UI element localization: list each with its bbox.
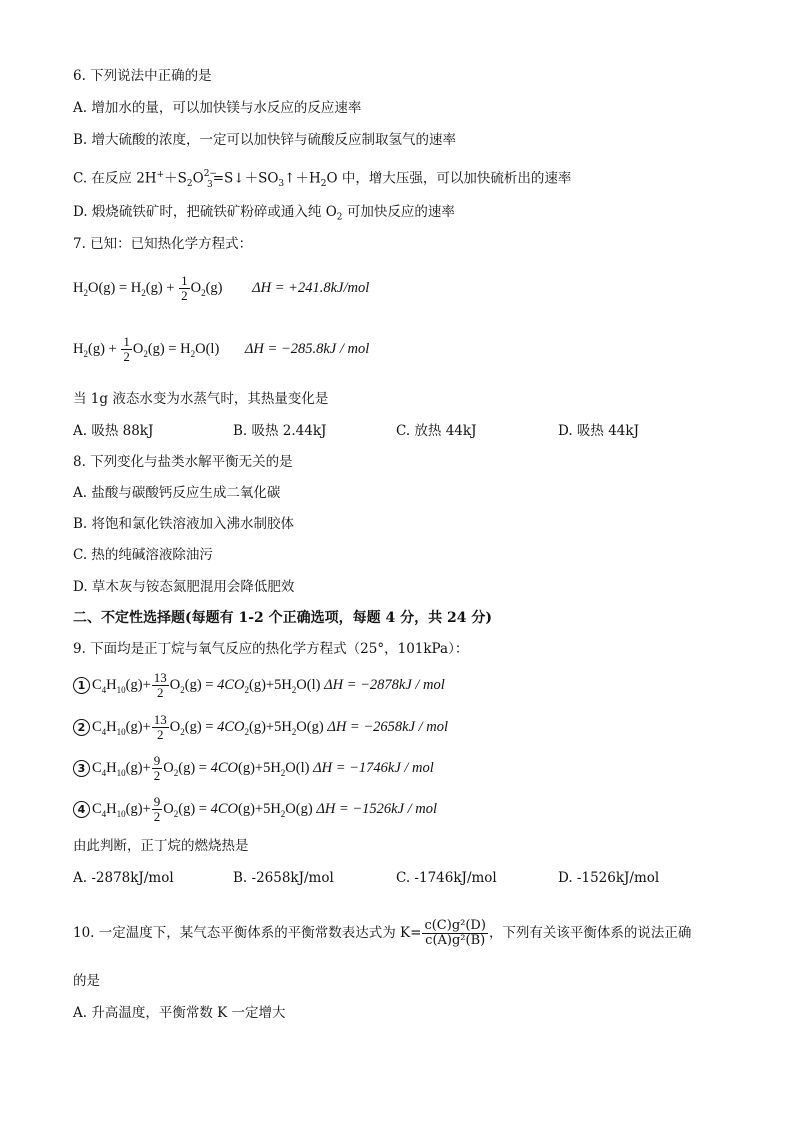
q9-question: 由此判断，正丁烷的燃烧热是 (73, 838, 249, 854)
q7-stem: 7. 已知：已知热化学方程式： (73, 236, 253, 252)
q7-question: 当 1g 液态水变为水蒸气时，其热量变化是 (73, 391, 329, 407)
q9-stem: 9. 下面均是正丁烷与氧气反应的热化学方程式（25°，101kPa）： (73, 641, 469, 657)
q10-stem-line2: 的是 (73, 973, 100, 989)
q6-option-a: A. 增加水的量，可以加快镁与水反应的反应速率 (73, 100, 362, 116)
q10-option-a: A. 升高温度，平衡常数 K 一定增大 (73, 1005, 286, 1021)
q7-equation-2: $H_2(g)$ + $\frac{1}{2}$ $O_2(g) = H_2O(l) \Delta H = -285.8kJ$ / mol (73, 334, 370, 365)
q6-option-d: D. 煅烧硫铁矿时，把硫铁矿粉碎或通入纯 $O_2$ 可加快反应的速率 (73, 204, 455, 223)
circled-number: 3 (73, 760, 90, 777)
q10-stem: 10. 一定温度下，某气态平衡体系的平衡常数表达式为 K= $\frac{\text{c(C)g²(D)}}{\text{c(A)g²(B)}}$ ，下列有关该平衡体系的说法正确 (73, 918, 692, 948)
q9-option-b: B. -2658kJ/mol (233, 870, 334, 886)
circled-number: 4 (73, 801, 90, 818)
q9-equation-2: 2 $C_4H_{10}(g)+$ $\frac{13}{2}$ $O_2(g) = 4CO_2(g)+5H_2O(g) \Delta H = -2658kJ$ / mol (73, 711, 448, 748)
q9-option-d: D. -1526kJ/mol (558, 870, 660, 886)
q8-option-a: A. 盐酸与碳酸钙反应生成二氧化碳 (73, 485, 281, 501)
q7-option-a: A. 吸热 88kJ (73, 423, 154, 439)
q7-option-c: C. 放热 44kJ (396, 423, 477, 439)
q9-equation-4: 4 $C_4H_{10}(g)+$ $\frac{9}{2}$ $O_2(g) = 4CO(g)+5H_2O(g) \Delta H = -1526kJ$ / mol (73, 793, 437, 830)
q8-stem: 8. 下列变化与盐类水解平衡无关的是 (73, 454, 293, 470)
q7-equation-1: $H_2O(g) = H_2(g)$ + $\frac{1}{2}$ $O_2(g) \Delta H = +241.8kJ/mol$ (73, 273, 370, 304)
q9-option-a: A. -2878kJ/mol (73, 870, 174, 886)
equilibrium-constant-fraction: $\frac{\text{c(C)g²(D)}}{\text{c(A)g²(B)}}$ (424, 918, 486, 948)
circled-number: 2 (73, 719, 90, 736)
q9-equation-3: 3 $C_4H_{10}(g)+$ $\frac{9}{2}$ $O_2(g) = 4CO(g)+5H_2O(l) \Delta H = -1746kJ$ / mol (73, 752, 434, 789)
q8-option-c: C. 热的纯碱溶液除油污 (73, 547, 213, 563)
q9-option-c: C. -1746kJ/mol (396, 870, 497, 886)
q6-stem: 6. 下列说法中正确的是 (73, 68, 212, 84)
q6-option-c: C. 在反应 $2H^++S_2O_{2-3}=S↓+SO_3↑+H_2O$ 中，增大压强，可以加快硫析出的速率 (73, 169, 572, 190)
section-heading: 二、不定性选择题(每题有 1-2 个正确选项，每题 4 分，共 24 分) (73, 610, 493, 626)
q7-option-b: B. 吸热 2.44kJ (233, 423, 327, 439)
circled-number: 1 (73, 677, 90, 694)
q8-option-b: B. 将饱和氯化铁溶液加入沸水制胶体 (73, 516, 295, 532)
q8-option-d: D. 草木灰与铵态氮肥混用会降低肥效 (73, 579, 295, 595)
half-fraction: $\frac{1}{2}$ (181, 273, 188, 304)
half-fraction: $\frac{1}{2}$ (123, 334, 130, 365)
q7-option-d: D. 吸热 44kJ (558, 423, 639, 439)
q9-equation-1: 1 $C_4H_{10}(g)+$ $\frac{13}{2}$ $O_2(g) = 4CO_2(g)+5H_2O(l) \Delta H = -2878kJ$ / mol (73, 669, 445, 706)
q6-option-b: B. 增大硫酸的浓度，一定可以加快锌与硫酸反应制取氢气的速率 (73, 132, 457, 148)
